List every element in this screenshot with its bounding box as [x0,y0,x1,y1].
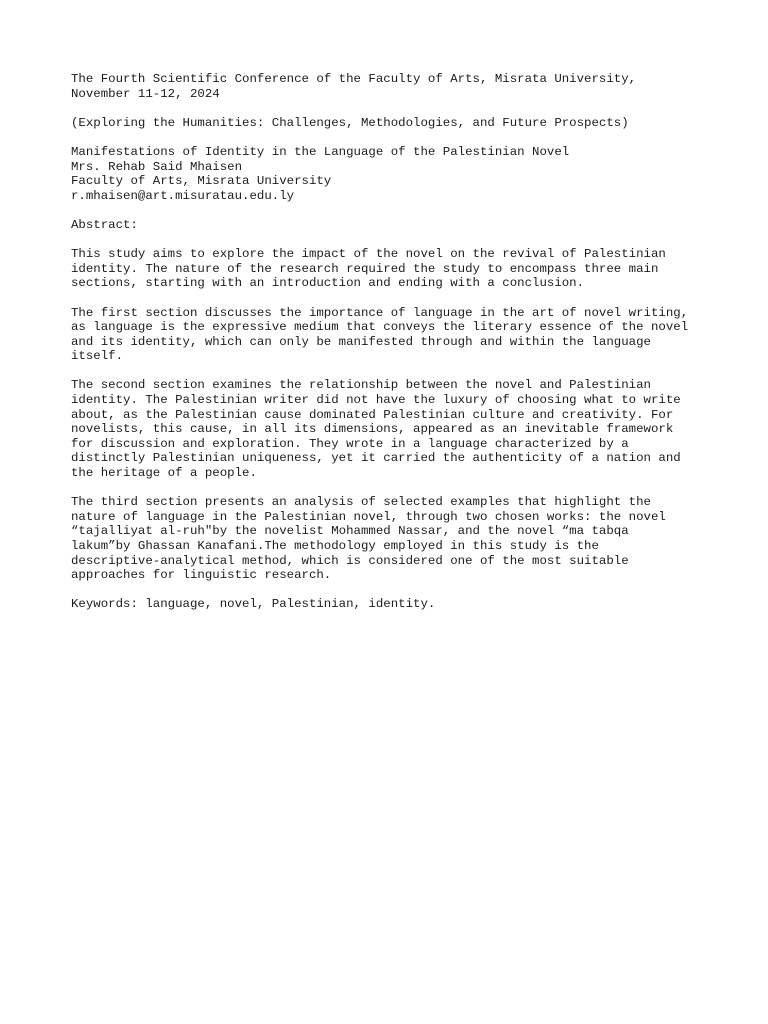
paragraph-line: identity. The nature of the research required the study to encompass three main [71,261,659,276]
paragraph-line: nature of language in the Palestinian novel, through two chosen works: the novel [71,509,666,524]
paragraph-line: as language is the expressive medium that conveys the literary essence of the novel [71,320,689,335]
paragraph-line: identity. The Palestinian writer did not have the luxury of choosing what to write [71,393,681,408]
author-affiliation: Faculty of Arts, Misrata University [71,174,332,189]
theme-text: (Exploring the Humanities: Challenges, Methodologies, and Future Prospects) [71,115,629,130]
abstract-heading-text: Abstract: [71,217,138,232]
conference-date: November 11-12, 2024 [71,86,220,101]
keywords-text: Keywords: language, novel, Palestinian, identity. [71,597,436,612]
conference-header [71,72,721,101]
paragraph-line: about, as the Palestinian cause dominated Palestinian culture and creativity. For [71,407,674,422]
author-email: r.mhaisen@art.misuratau.edu.ly [71,188,295,203]
paragraph-line: The third section presents an analysis of selected examples that highlight the [71,495,651,510]
abstract-heading [71,218,721,233]
paragraph-line: itself. [71,349,124,364]
paper-info [71,145,721,203]
abstract-paragraph-1 [71,247,721,291]
abstract-paragraph-2 [71,306,721,364]
paragraph-line: “tajalliyat al-ruh"by the novelist Mohammed Nassar, and the novel “ma tabqa [71,524,629,539]
paragraph-line: approaches for linguistic research. [71,568,332,583]
paragraph-line: The first section discusses the importance of language in the art of novel writing, [71,305,689,320]
abstract-paragraph-3 [71,378,721,480]
paragraph-line: novelists, this cause, in all its dimensions, appeared as an inevitable framework [71,422,674,437]
paragraph-line: lakum”by Ghassan Kanafani.The methodology employed in this study is the [71,539,599,553]
paper-title: Manifestations of Identity in the Language of the Palestinian Novel [71,144,570,159]
conference-theme [71,116,721,131]
conference-line: The Fourth Scientific Conference of the Faculty of Arts, Misrata University, [71,72,637,86]
paragraph-line: descriptive-analytical method, which is considered one of the most suitable [71,553,629,568]
paragraph-line: sections, starting with an introduction and ending with a conclusion. [71,276,585,291]
paragraph-line: The second section examines the relationship between the novel and Palestinian [71,378,651,393]
paragraph-line: and its identity, which can only be manifested through and within the language [71,334,651,349]
paragraph-line: for discussion and exploration. They wrote in a language characterized by a [71,436,629,451]
keywords [71,597,721,612]
abstract-paragraph-4 [71,495,721,583]
paragraph-line: distinctly Palestinian uniqueness, yet it carried the authenticity of a nation and [71,451,681,466]
paragraph-line: the heritage of a people. [71,466,257,481]
paragraph-line: This study aims to explore the impact of the novel on the revival of Palestinian [71,247,666,262]
author-name: Mrs. Rehab Said Mhaisen [71,159,243,174]
document-page [71,72,721,627]
